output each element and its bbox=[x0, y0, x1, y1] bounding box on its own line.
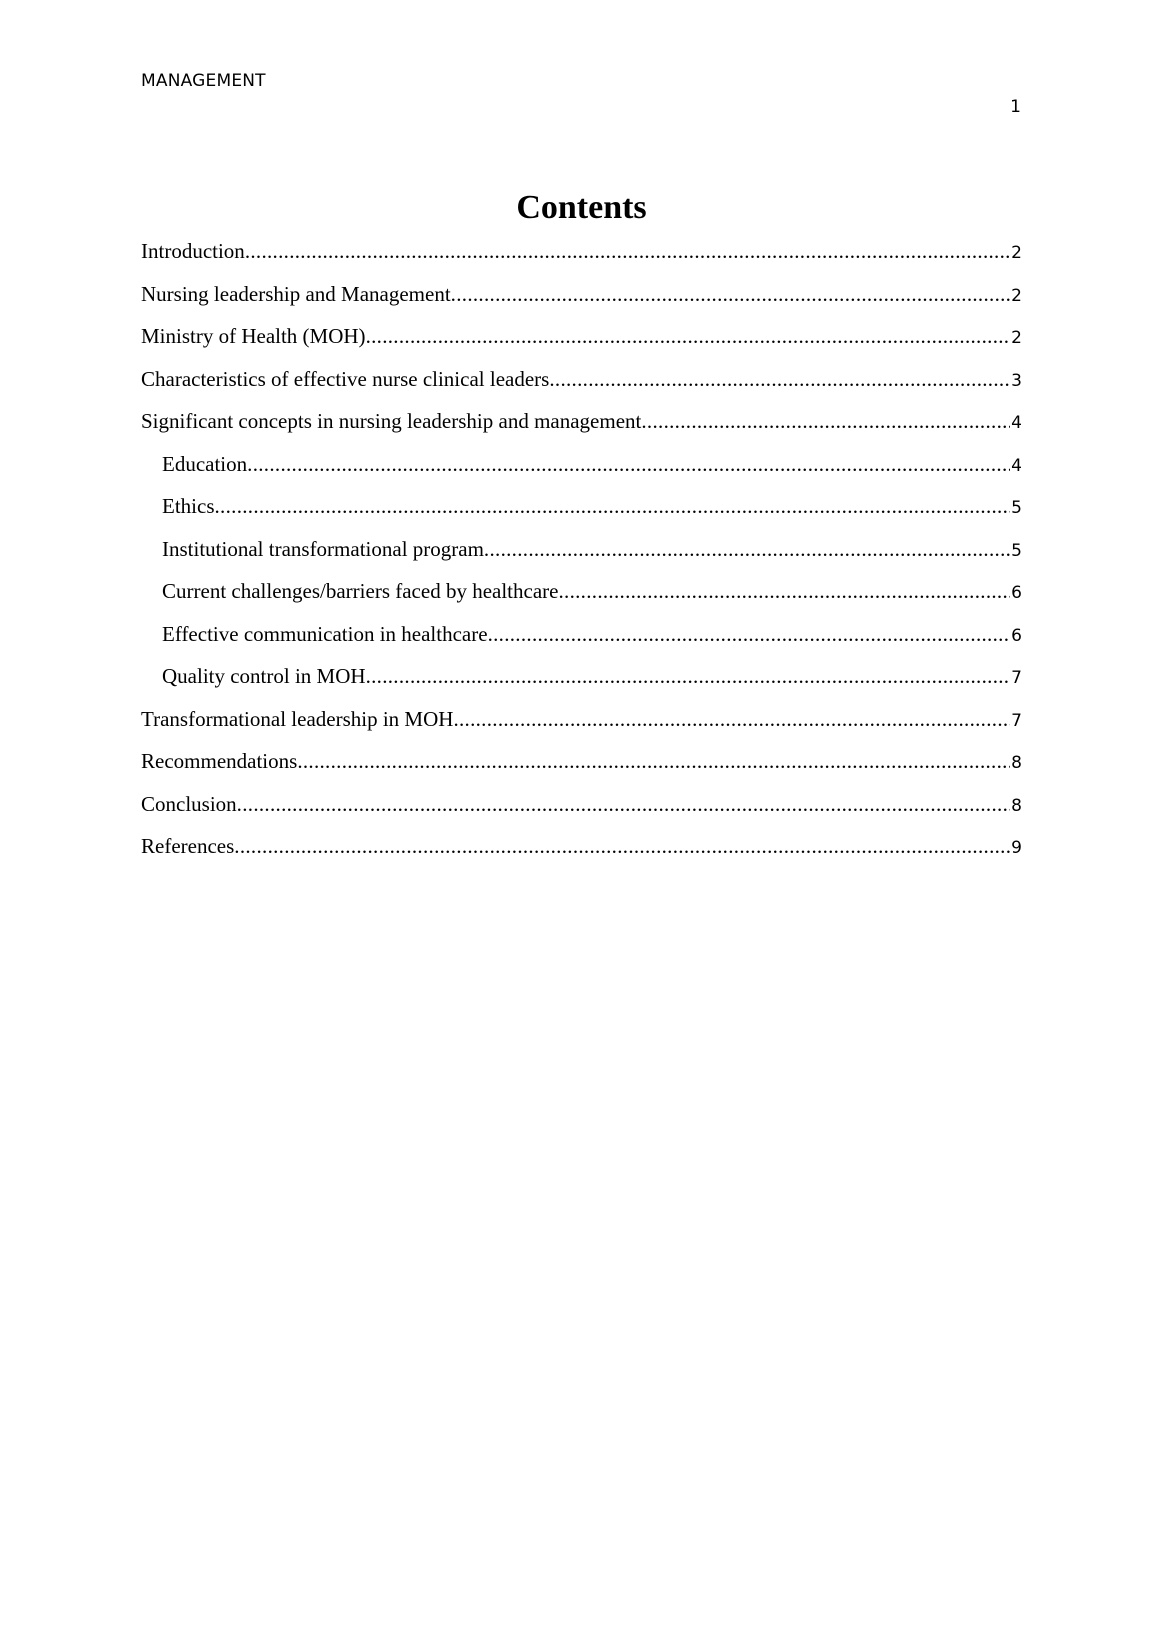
toc-entry-institutional-program[interactable] bbox=[141, 528, 1022, 571]
toc-entry-page: 7 bbox=[1011, 668, 1022, 688]
toc-dot-leader bbox=[215, 485, 1011, 528]
table-of-contents bbox=[141, 230, 1022, 868]
toc-entry-ethics[interactable] bbox=[141, 485, 1022, 528]
toc-entry-label: Nursing leadership and Management bbox=[141, 281, 451, 306]
running-header: MANAGEMENT bbox=[141, 71, 266, 91]
toc-dot-leader bbox=[297, 740, 1010, 783]
toc-entry-page: 7 bbox=[1011, 710, 1022, 731]
toc-entry-references[interactable] bbox=[141, 825, 1022, 868]
toc-heading: Contents bbox=[516, 189, 647, 226]
toc-dot-leader bbox=[245, 230, 1010, 273]
toc-dot-leader bbox=[366, 315, 1011, 358]
toc-entry-nursing-leadership[interactable] bbox=[141, 273, 1022, 316]
toc-entry-page: 2 bbox=[1011, 328, 1022, 348]
toc-entry-label: Education bbox=[162, 451, 248, 476]
toc-entry-page: 5 bbox=[1011, 540, 1022, 561]
toc-entry-page: 4 bbox=[1011, 455, 1022, 476]
toc-entry-characteristics[interactable] bbox=[141, 358, 1022, 401]
toc-dot-leader bbox=[641, 400, 1010, 443]
toc-entry-education[interactable] bbox=[141, 443, 1022, 486]
toc-entry-page: 8 bbox=[1011, 753, 1022, 773]
toc-dot-leader bbox=[234, 825, 1010, 868]
toc-dot-leader bbox=[451, 273, 1011, 316]
toc-entry-page: 9 bbox=[1011, 838, 1022, 858]
toc-entry-current-challenges[interactable] bbox=[141, 570, 1022, 613]
toc-entry-page: 2 bbox=[1011, 243, 1022, 263]
toc-entry-label: Ethics bbox=[162, 494, 215, 518]
toc-entry-label: Recommendations bbox=[141, 749, 298, 773]
toc-dot-leader bbox=[453, 698, 1010, 741]
toc-entry-label: Transformational leadership in MOH bbox=[141, 706, 454, 731]
toc-entry-introduction[interactable] bbox=[141, 230, 1022, 273]
toc-entry-label: Effective communication in healthcare bbox=[162, 621, 488, 646]
toc-entry-label: Quality control in MOH bbox=[162, 664, 366, 688]
toc-dot-leader bbox=[488, 613, 1011, 656]
page-number: 1 bbox=[1010, 97, 1021, 117]
toc-entry-label: References bbox=[141, 834, 235, 858]
toc-dot-leader bbox=[558, 570, 1010, 613]
toc-entry-transformational-leadership[interactable] bbox=[141, 698, 1022, 741]
toc-entry-label: Conclusion bbox=[141, 791, 237, 816]
toc-entry-quality-control[interactable] bbox=[141, 655, 1022, 698]
toc-dot-leader bbox=[484, 528, 1010, 571]
toc-entry-label: Introduction bbox=[141, 239, 245, 263]
toc-entry-effective-communication[interactable] bbox=[141, 613, 1022, 656]
toc-entry-label: Institutional transformational program bbox=[162, 536, 484, 561]
toc-entry-significant-concepts[interactable] bbox=[141, 400, 1022, 443]
toc-entry-page: 6 bbox=[1011, 583, 1022, 603]
toc-entry-page: 2 bbox=[1011, 285, 1022, 306]
toc-dot-leader bbox=[247, 443, 1010, 486]
toc-entry-conclusion[interactable] bbox=[141, 783, 1022, 826]
toc-dot-leader bbox=[549, 358, 1010, 401]
toc-entry-ministry-of-health[interactable] bbox=[141, 315, 1022, 358]
toc-entry-label: Characteristics of effective nurse clinical leaders bbox=[141, 366, 550, 391]
toc-entry-label: Significant concepts in nursing leadership and management bbox=[141, 409, 642, 433]
toc-entry-page: 6 bbox=[1011, 625, 1022, 646]
toc-dot-leader bbox=[366, 655, 1011, 698]
toc-entry-page: 8 bbox=[1011, 795, 1022, 816]
toc-entry-page: 3 bbox=[1011, 370, 1022, 391]
toc-entry-page: 4 bbox=[1011, 413, 1022, 433]
toc-entry-page: 5 bbox=[1011, 498, 1022, 518]
toc-dot-leader bbox=[237, 783, 1011, 826]
toc-entry-recommendations[interactable] bbox=[141, 740, 1022, 783]
toc-entry-label: Ministry of Health (MOH) bbox=[141, 324, 366, 348]
toc-entry-label: Current challenges/barriers faced by healthcare bbox=[162, 579, 559, 603]
